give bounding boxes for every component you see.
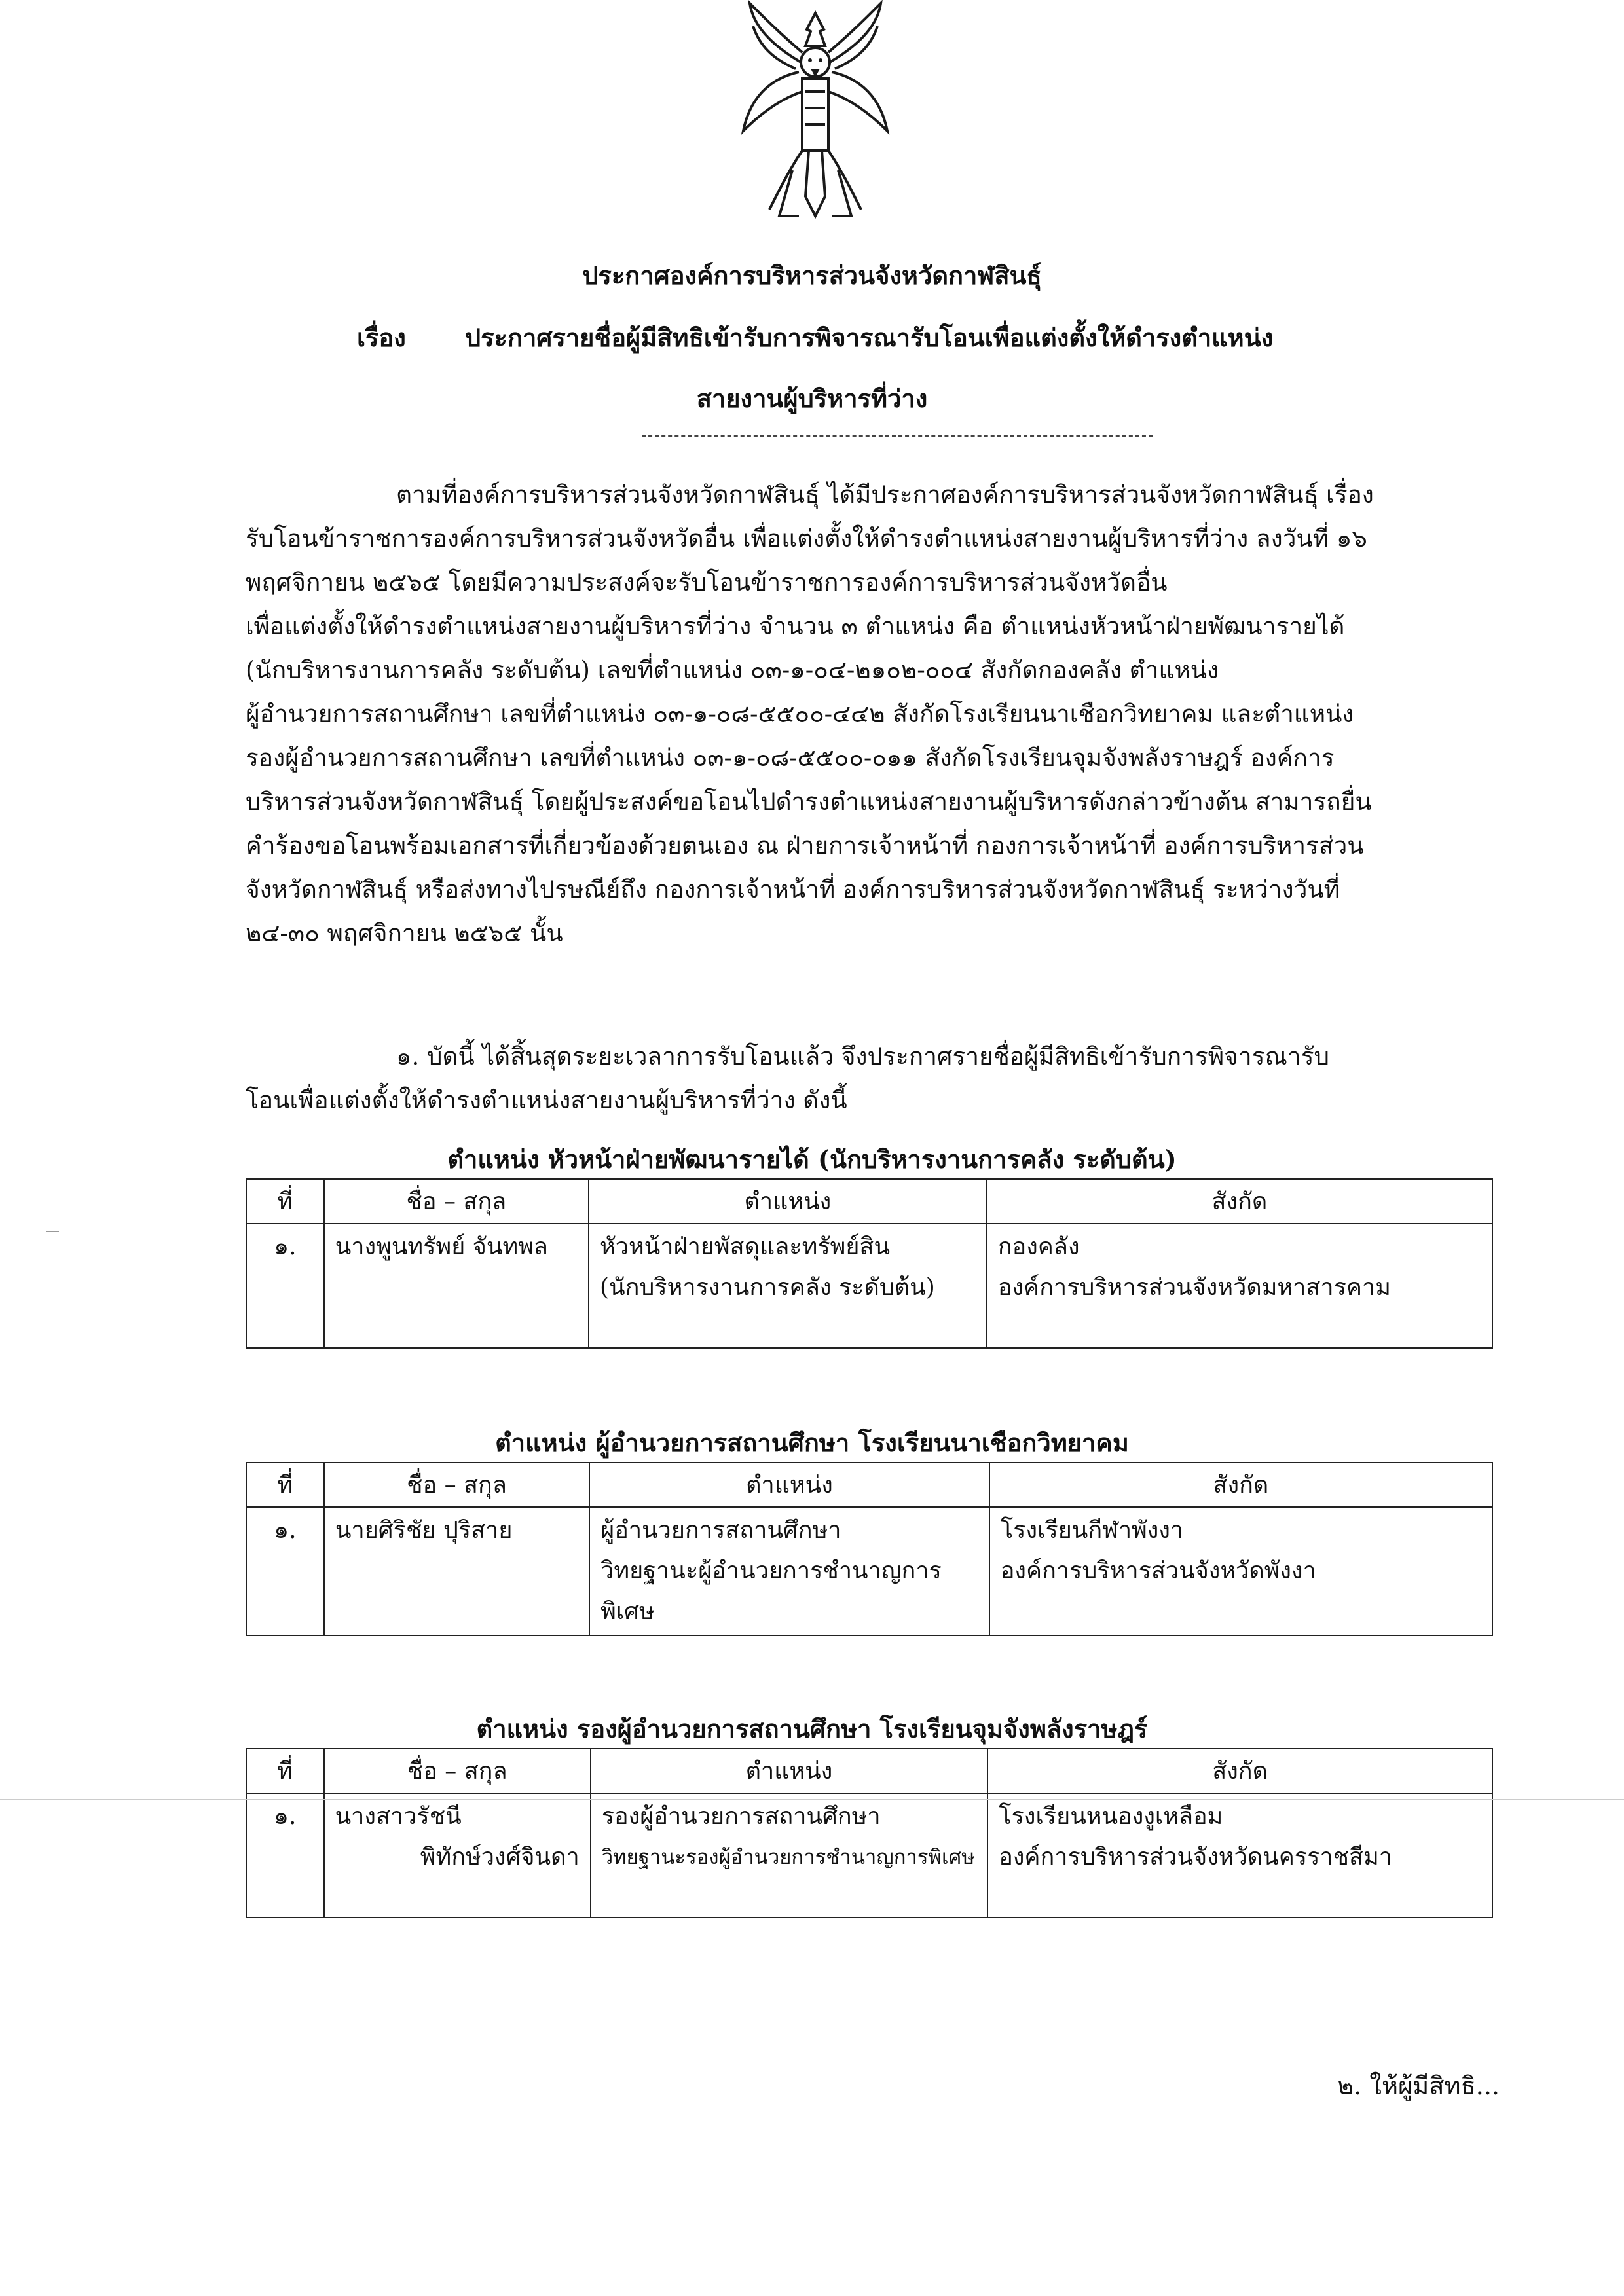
table-header-row [246,1463,1492,1507]
cell-name [324,1793,591,1918]
cell-no: ๑. [246,1224,324,1348]
garuda-emblem-icon [733,0,897,226]
cell-position [589,1224,987,1348]
column-header-name: ชื่อ – สกุล [324,1749,591,1793]
affiliation-line: โรงเรียนกีฬาพังงา [1000,1517,1184,1544]
position-line: รองผู้อำนวยการสถานศึกษา [601,1803,881,1830]
position-line: หัวหน้าฝ่ายพัสดุและทรัพย์สิน [600,1233,891,1260]
continuation-text: ๒. ให้ผู้มีสิทธิ... [1337,2071,1500,2100]
cell-no: ๑. [246,1793,324,1918]
affiliation-line: องค์การบริหารส่วนจังหวัดมหาสารคาม [997,1274,1391,1301]
column-header-affiliation: สังกัด [987,1749,1492,1793]
paragraph-line: บริหารส่วนจังหวัดกาฬสินธุ์ โดยผู้ประสงค์ขอโอนไปดำรงตำแหน่งสายงานผู้บริหารดังกล่าวข้างต้น สามารถยื่น [246,788,1372,816]
column-header-affiliation: สังกัด [989,1463,1492,1507]
cell-affiliation [989,1507,1492,1635]
table-row [246,1507,1492,1635]
paragraph-line: เพื่อแต่งตั้งให้ดำรงตำแหน่งสายงานผู้บริหารที่ว่าง จำนวน ๓ ตำแหน่ง คือ ตำแหน่งหัวหน้าฝ่ายพัฒนารายได้ [246,612,1345,640]
cell-no: ๑. [246,1507,324,1635]
column-header-no: ที่ [246,1749,324,1793]
section-heading-school-director: ตำแหน่ง ผู้อำนวยการสถานศึกษา โรงเรียนนาเชือกวิทยาคม [495,1428,1129,1457]
position-line: (นักบริหารงานการคลัง ระดับต้น) [600,1274,935,1301]
paragraph-line: รับโอนข้าราชการองค์การบริหารส่วนจังหวัดอื่น เพื่อแต่งตั้งให้ดำรงตำแหน่งสายงานผู้บริหารที่ว่าง ลงวันที่ ๑๖ [246,524,1367,553]
table-row [246,1224,1492,1348]
column-header-name: ชื่อ – สกุล [324,1463,589,1507]
paragraph-line: (นักบริหารงานการคลัง ระดับต้น) เลขที่ตำแหน่ง ๐๓-๑-๐๔-๒๑๐๒-๐๐๔ สังกัดกองคลัง ตำแหน่ง [246,656,1219,684]
paragraph-line: พฤศจิกายน ๒๕๖๕ โดยมีความประสงค์จะรับโอนข้าราชการองค์การบริหารส่วนจังหวัดอื่น [246,568,1168,596]
name-text: นายศิริชัย ปุริสาย [335,1517,513,1544]
column-header-name: ชื่อ – สกุล [324,1179,589,1224]
cell-name [324,1224,589,1348]
candidate-table-deputy-director [246,1748,1493,1918]
table-row [246,1793,1492,1918]
paragraph-line: ๒๔-๓๐ พฤศจิกายน ๒๕๖๕ นั้น [246,919,563,947]
column-header-position: ตำแหน่ง [591,1749,987,1793]
affiliation-line: องค์การบริหารส่วนจังหวัดพังงา [1000,1558,1316,1584]
column-header-position: ตำแหน่ง [589,1179,987,1224]
affiliation-line: กองคลัง [997,1233,1080,1260]
paragraph-line: จังหวัดกาฬสินธุ์ หรือส่งทางไปรษณีย์ถึง กองการเจ้าหน้าที่ องค์การบริหารส่วนจังหวัดกาฬสินธุ์ ระหว่างวันที่ [246,875,1340,903]
column-header-no: ที่ [246,1179,324,1224]
cell-affiliation [987,1793,1492,1918]
cell-position [591,1793,987,1918]
subject-text: ประกาศรายชื่อผู้มีสิทธิเข้ารับการพิจารณารับโอนเพื่อแต่งตั้งให้ดำรงตำแหน่ง [465,323,1274,352]
section-heading-revenue-head: ตำแหน่ง หัวหน้าฝ่ายพัฒนารายได้ (นักบริหารงานการคลัง ระดับต้น) [447,1144,1177,1174]
affiliation-line: โรงเรียนหนองงูเหลือม [999,1803,1223,1830]
name-line: นางสาวรัชนี [335,1803,462,1830]
paragraph-line: รองผู้อำนวยการสถานศึกษา เลขที่ตำแหน่ง ๐๓-๑-๐๘-๕๕๐๐-๐๑๑ สังกัดโรงเรียนจุมจังพลังราษฎร์ องค์การ [246,744,1335,772]
paragraph-line: ผู้อำนวยการสถานศึกษา เลขที่ตำแหน่ง ๐๓-๑-๐๘-๕๕๐๐-๔๔๒ สังกัดโรงเรียนนาเชือกวิทยาคม และตำแหน่ง [246,700,1354,728]
scan-artifact [0,1799,1624,1800]
column-header-position: ตำแหน่ง [589,1463,989,1507]
position-line: ผู้อำนวยการสถานศึกษา [600,1517,841,1544]
name-text: นางพูนทรัพย์ จันทพล [335,1233,548,1260]
affiliation-line: องค์การบริหารส่วนจังหวัดนครราชสีมา [999,1844,1393,1870]
cell-position [589,1507,989,1635]
body-paragraph-1 [246,473,1526,955]
paragraph-line: ตามที่องค์การบริหารส่วนจังหวัดกาฬสินธุ์ ได้มีประกาศองค์การบริหารส่วนจังหวัดกาฬสินธุ์ เรื่อง [396,481,1374,509]
scan-artifact [46,1231,59,1232]
subject-label: เรื่อง [357,323,406,352]
table-header-row [246,1749,1492,1793]
paragraph-line: โอนเพื่อแต่งตั้งให้ดำรงตำแหน่งสายงานผู้บริหารที่ว่าง ดังนี้ [246,1086,847,1114]
column-header-no: ที่ [246,1463,324,1507]
paragraph-line: ๑. บัดนี้ ได้สิ้นสุดระยะเวลาการรับโอนแล้ว จึงประกาศรายชื่อผู้มีสิทธิเข้ารับการพิจารณารับ [396,1042,1329,1070]
paragraph-line: คำร้องขอโอนพร้อมเอกสารที่เกี่ยวข้องด้วยตนเอง ณ ฝ่ายการเจ้าหน้าที่ กองการเจ้าหน้าที่ องค์การบริหารส่วน [246,831,1364,860]
position-line: วิทยฐานะรองผู้อำนวยการชำนาญการพิเศษ [601,1846,975,1869]
name-line: พิทักษ์วงศ์จินดา [420,1844,580,1870]
cell-affiliation [987,1224,1492,1348]
candidate-table-school-director [246,1462,1493,1636]
subject-continuation: สายงานผู้บริหารที่ว่าง [696,384,928,413]
announcement-title: ประกาศองค์การบริหารส่วนจังหวัดกาฬสินธุ์ [582,261,1042,290]
title-divider [642,435,1153,437]
column-header-affiliation: สังกัด [987,1179,1492,1224]
table-header-row [246,1179,1492,1224]
position-line: วิทยฐานะผู้อำนวยการชำนาญการพิเศษ [600,1558,942,1625]
cell-name [324,1507,589,1635]
body-paragraph-2 [246,1034,1526,1122]
candidate-table-revenue-head [246,1178,1493,1349]
section-heading-deputy-director: ตำแหน่ง รองผู้อำนวยการสถานศึกษา โรงเรียนจุมจังพลังราษฎร์ [476,1714,1148,1743]
